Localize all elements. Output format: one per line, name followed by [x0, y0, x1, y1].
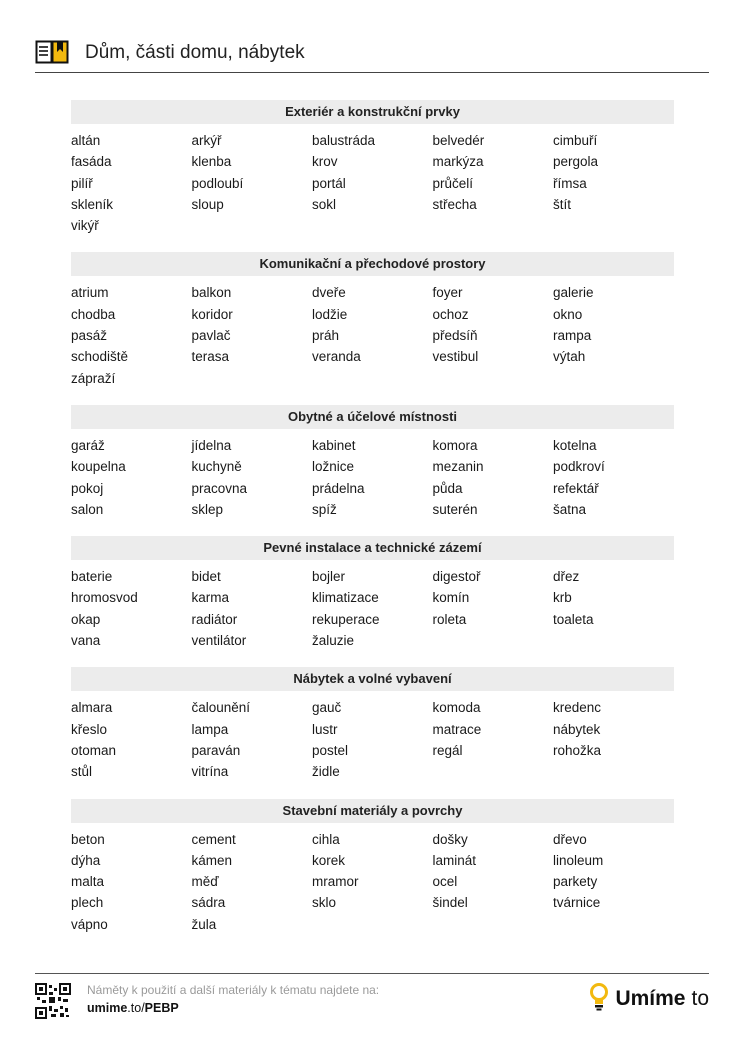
footer-link[interactable]	[87, 1001, 179, 1015]
word-item: dveře	[312, 285, 346, 301]
page-footer	[35, 973, 709, 1024]
word-item: toaleta	[553, 611, 594, 627]
word-item: gauč	[312, 700, 342, 716]
word-item: stůl	[71, 764, 93, 780]
word-item: lodžie	[312, 306, 348, 322]
footer-link-code: PEBP	[144, 1001, 179, 1015]
word-item: došky	[432, 831, 468, 847]
word-item: jídelna	[191, 437, 232, 453]
word-item: fasáda	[71, 154, 112, 170]
footer-link-domain: .to/	[127, 1001, 145, 1015]
word-item: cement	[191, 831, 236, 847]
brand-suffix: to	[691, 987, 709, 1010]
word-item: předsíň	[432, 328, 478, 344]
word-item: tvárnice	[553, 895, 601, 911]
word-item: postel	[312, 742, 349, 758]
section	[71, 405, 674, 524]
word-item: balustráda	[312, 133, 376, 148]
word-item: práh	[312, 328, 340, 344]
word-item: linoleum	[553, 852, 604, 868]
word-item: salon	[71, 501, 104, 517]
word-item: spíž	[312, 501, 337, 517]
word-item: výtah	[553, 349, 586, 365]
word-grid	[71, 429, 674, 524]
word-item: šindel	[432, 895, 468, 911]
word-item: rohožka	[553, 742, 602, 758]
word-item: komora	[432, 437, 478, 453]
word-item: krov	[312, 154, 338, 170]
word-item: plech	[71, 895, 104, 911]
word-grid	[71, 124, 674, 240]
word-item: okap	[71, 611, 101, 627]
word-item: vitrína	[191, 764, 229, 780]
word-list	[71, 100, 674, 951]
word-item: vápno	[71, 916, 108, 932]
section	[71, 799, 674, 939]
footer-text: Náměty k použití a další materiály k tématu najdete na:	[87, 983, 380, 997]
word-item: lampa	[191, 721, 229, 737]
word-item: digestoř	[432, 569, 481, 585]
section-title: Pevné instalace a technické zázemí	[71, 536, 674, 560]
word-item: belvedér	[432, 133, 485, 148]
word-item: garáž	[71, 437, 105, 453]
word-item: korek	[312, 852, 346, 868]
word-item: karma	[191, 590, 230, 606]
word-item: cimbuří	[553, 133, 598, 148]
word-item: pilíř	[71, 175, 93, 191]
word-item: pracovna	[191, 480, 248, 496]
word-item: průčelí	[432, 175, 474, 191]
word-item: almara	[71, 700, 113, 716]
word-item: pokoj	[71, 480, 104, 496]
word-item: štít	[553, 196, 572, 212]
word-item: bidet	[191, 569, 221, 585]
section-title: Komunikační a přechodové prostory	[71, 252, 674, 276]
word-item: žula	[191, 916, 217, 932]
brand-name: Umíme	[615, 987, 686, 1010]
word-item: koridor	[191, 306, 233, 322]
word-item: sádra	[191, 895, 226, 911]
word-item: sloup	[191, 196, 224, 212]
page-title: Dům, části domu, nábytek	[85, 42, 305, 63]
word-item: malta	[71, 874, 105, 890]
word-item: cihla	[312, 831, 340, 847]
word-item: vestibul	[432, 349, 479, 365]
word-item: nábytek	[553, 721, 601, 737]
word-item: dýha	[71, 852, 101, 868]
word-item: sklep	[191, 501, 224, 517]
word-item: hromosvod	[71, 590, 138, 606]
brand-logo	[589, 984, 709, 1014]
word-item: otoman	[71, 742, 117, 758]
section	[71, 667, 674, 786]
word-grid	[71, 276, 674, 392]
word-item: dřez	[553, 569, 580, 585]
page-header	[35, 38, 709, 73]
word-item: kuchyně	[191, 459, 242, 475]
word-item: mramor	[312, 874, 359, 890]
word-item: refektář	[553, 480, 599, 496]
word-item: markýza	[432, 154, 484, 170]
word-item: zápraží	[71, 370, 116, 386]
word-item: vana	[71, 633, 101, 649]
section	[71, 536, 674, 655]
word-item: altán	[71, 133, 101, 148]
word-item: půda	[432, 480, 463, 496]
word-item: lustr	[312, 721, 338, 737]
word-item: skleník	[71, 196, 114, 212]
word-item: měď	[191, 874, 219, 890]
section-title: Stavební materiály a povrchy	[71, 799, 674, 823]
word-item: suterén	[432, 501, 478, 517]
word-item: foyer	[432, 285, 463, 301]
word-item: kámen	[191, 852, 233, 868]
word-item: ventilátor	[191, 633, 247, 649]
word-item: roleta	[432, 611, 467, 627]
word-item: rampa	[553, 328, 592, 344]
word-grid	[71, 691, 674, 786]
word-item: okno	[553, 306, 583, 322]
word-item: židle	[312, 764, 340, 780]
word-item: radiátor	[191, 611, 238, 627]
word-item: baterie	[71, 569, 113, 585]
word-item: klimatizace	[312, 590, 379, 606]
word-item: dřevo	[553, 831, 587, 847]
word-item: balkon	[191, 285, 232, 301]
word-item: matrace	[432, 721, 482, 737]
word-item: regál	[432, 742, 463, 758]
word-item: pavlač	[191, 328, 231, 344]
word-item: portál	[312, 175, 346, 191]
section-title: Exteriér a konstrukční prvky	[71, 100, 674, 124]
word-item: kabinet	[312, 437, 356, 453]
word-item: střecha	[432, 196, 477, 212]
word-item: podloubí	[191, 175, 244, 191]
word-item: schodiště	[71, 349, 129, 365]
word-item: koupelna	[71, 459, 126, 475]
word-item: kotelna	[553, 437, 597, 453]
section-title: Nábytek a volné vybavení	[71, 667, 674, 691]
section-title: Obytné a účelové místnosti	[71, 405, 674, 429]
word-item: veranda	[312, 349, 361, 365]
word-item: beton	[71, 831, 105, 847]
word-item: křeslo	[71, 721, 108, 737]
word-item: terasa	[191, 349, 230, 365]
word-item: pergola	[553, 154, 599, 170]
word-item: kredenc	[553, 700, 602, 716]
word-item: šatna	[553, 501, 587, 517]
word-item: ložnice	[312, 459, 355, 475]
word-item: atrium	[71, 285, 109, 301]
word-item: chodba	[71, 306, 116, 322]
word-item: paraván	[191, 742, 241, 758]
word-item: komín	[432, 590, 470, 606]
word-item: galerie	[553, 285, 594, 301]
word-item: ochoz	[432, 306, 469, 322]
word-item: mezanin	[432, 459, 484, 475]
word-item: sokl	[312, 196, 337, 212]
word-item: čalounění	[191, 700, 251, 716]
word-item: vikýř	[71, 218, 99, 234]
word-grid	[71, 823, 674, 939]
word-item: římsa	[553, 175, 587, 191]
word-item: klenba	[191, 154, 232, 170]
word-item: parkety	[553, 874, 598, 890]
section	[71, 252, 674, 392]
word-item: krb	[553, 590, 572, 606]
word-item: rekuperace	[312, 611, 380, 627]
word-item: bojler	[312, 569, 346, 585]
word-grid	[71, 560, 674, 655]
word-item: komoda	[432, 700, 481, 716]
word-item: ocel	[432, 874, 458, 890]
book-icon	[35, 40, 71, 71]
word-item: podkroví	[553, 459, 605, 475]
word-item: žaluzie	[312, 633, 355, 649]
word-item: arkýř	[191, 133, 222, 148]
word-item: prádelna	[312, 480, 365, 496]
lightbulb-icon	[589, 983, 609, 1016]
section	[71, 100, 674, 240]
qr-code-icon	[35, 983, 71, 1024]
word-item: pasáž	[71, 328, 108, 344]
footer-link-site: umime	[87, 1001, 128, 1015]
word-item: laminát	[432, 852, 477, 868]
word-item: sklo	[312, 895, 337, 911]
